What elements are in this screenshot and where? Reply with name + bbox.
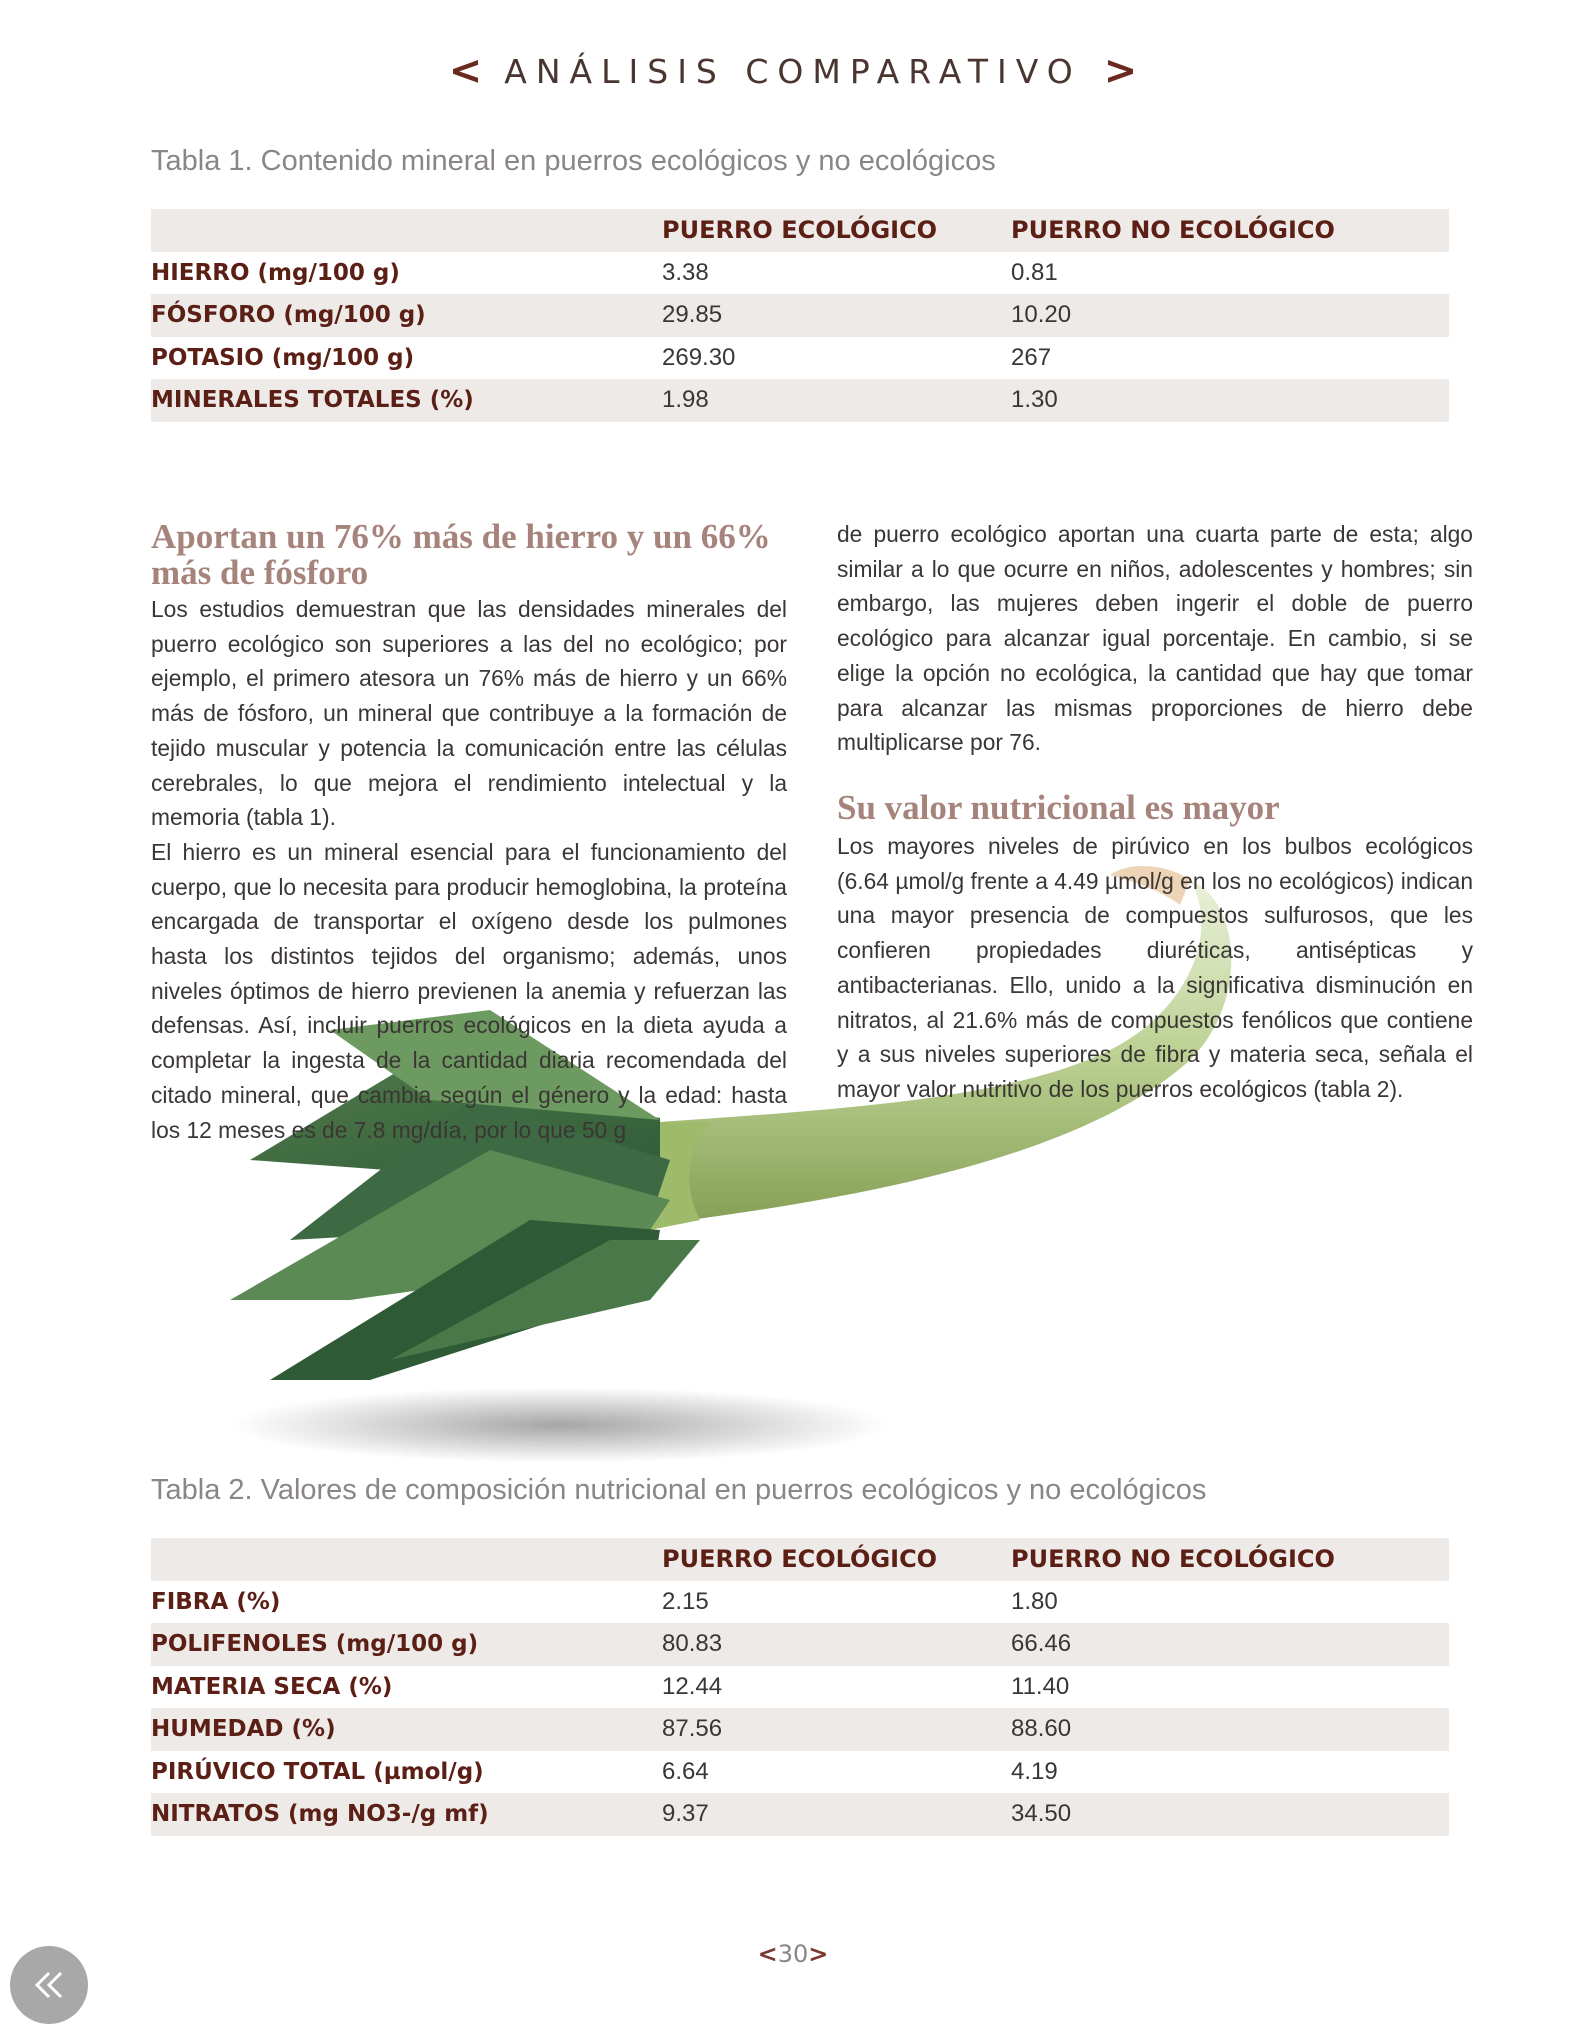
page-number <box>0 1940 1586 1968</box>
table1 <box>151 209 1449 422</box>
noeco-value: 1.30 <box>1011 379 1449 422</box>
eco-value: 269.30 <box>662 343 736 371</box>
table-row <box>151 1581 1449 1624</box>
table-row <box>151 1751 1449 1794</box>
noeco-value: 66.46 <box>1011 1623 1449 1666</box>
noeco-value: 4.19 <box>1011 1757 1058 1785</box>
table-header-cell <box>151 1538 662 1581</box>
table-row <box>151 1623 1449 1666</box>
table-header-cell <box>151 209 662 252</box>
table-header-cell: PUERRO ECOLÓGICO <box>662 1538 1011 1581</box>
noeco-value: 267 <box>1011 343 1052 371</box>
table-row <box>151 379 1449 422</box>
row-label: PIRÚVICO TOTAL (µmol/g) <box>151 1758 484 1785</box>
paragraph: Los mayores niveles de pirúvico en los bulbos ecológicos (6.64 µmol/g frente a 4.49 µmol/g en los no ecológicos) indican una mayor presencia de compuestos sulfurosos, que les confieren propiedades diuréticas, antisépticas y antibacterianas. Ello, unido a la significativa disminución en nitratos, al 21.6% más de compuestos fenólicos que contiene y a sus niveles superiores de fibra y materia seca, señala el mayor valor nutritivo de los puerros ecológicos (tabla 2). <box>837 833 1473 1102</box>
row-label: POTASIO (mg/100 g) <box>151 344 415 371</box>
heading-iron: Aportan un 76% más de hierro y un 66% más de fósforo <box>151 517 771 592</box>
right-column-text <box>837 517 1473 760</box>
section-title: ANÁLISIS COMPARATIVO <box>504 51 1082 91</box>
table-row <box>151 337 1449 380</box>
double-chevron-left-icon <box>29 1965 69 2005</box>
paragraph: Los estudios demuestran que las densidades minerales del puerro ecológico son superiores a las del no ecológico; por ejemplo, el primero atesora un 76% más de hierro y un 66% más de fósforo, un mineral que contribuye a la formación de tejido muscular y potencia la comunicación entre las células cerebrales, lo que mejora el rendimiento intelectual y la memoria (tabla 1). <box>151 596 787 831</box>
noeco-value: 1.80 <box>1011 1587 1058 1615</box>
paragraph: El hierro es un mineral esencial para el funcionamiento del cuerpo, que lo necesita para producir hemoglobina, la proteína encargada de transportar el oxígeno desde los pulmones hasta los distintos tejidos del organismo; además, unos niveles óptimos de hierro previenen la anemia y refuerzan las defensas. Así, incluir puerros ecológicos en la dieta ayuda a completar la ingesta de la cantidad diaria recomendada del citado mineral, que cambia según el género y la edad: hasta los 12 meses es de 7.8 mg/día, por lo que 50 g <box>151 838 787 1143</box>
table-header-row <box>151 1538 1449 1581</box>
back-button[interactable] <box>10 1946 88 2024</box>
noeco-value: 11.40 <box>1011 1672 1070 1700</box>
chevron-left-icon: < <box>757 1940 778 1968</box>
eco-value: 6.64 <box>662 1757 709 1785</box>
row-label: NITRATOS (mg NO3-/g mf) <box>151 1793 662 1836</box>
noeco-value: 0.81 <box>1011 258 1058 286</box>
eco-value: 12.44 <box>662 1672 723 1700</box>
row-label: HUMEDAD (%) <box>151 1708 662 1751</box>
table1-caption: Tabla 1. Contenido mineral en puerros ecológicos y no ecológicos <box>151 145 996 177</box>
page-number-value: 30 <box>777 1940 809 1968</box>
eco-value: 87.56 <box>662 1708 1011 1751</box>
table-row <box>151 1666 1449 1709</box>
table-header-cell: PUERRO NO ECOLÓGICO <box>1011 209 1449 252</box>
table-header-row <box>151 209 1449 252</box>
noeco-value: 34.50 <box>1011 1793 1449 1836</box>
chevron-left-icon: < <box>448 48 483 94</box>
eco-value: 80.83 <box>662 1623 1011 1666</box>
table-row <box>151 252 1449 295</box>
left-column-text <box>151 592 787 1147</box>
eco-value: 29.85 <box>662 294 1011 337</box>
row-label: POLIFENOLES (mg/100 g) <box>151 1623 662 1666</box>
row-label: MATERIA SECA (%) <box>151 1673 393 1700</box>
paragraph: de puerro ecológico aportan una cuarta parte de esta; algo similar a lo que ocurre en niños, adolescentes y hombres; sin embargo, las mujeres deben ingerir el doble de puerro ecológico para alcanzar igual porcentaje. En cambio, si se elige la opción no ecológica, la cantidad que hay que tomar para alcanzar las mismas proporciones de hierro debe multiplicarse por 76. <box>837 521 1473 756</box>
table2-caption: Tabla 2. Valores de composición nutricional en puerros ecológicos y no ecológicos <box>151 1474 1207 1506</box>
eco-value: 1.98 <box>662 379 1011 422</box>
chevron-right-icon: > <box>1103 48 1138 94</box>
noeco-value: 88.60 <box>1011 1708 1449 1751</box>
eco-value: 2.15 <box>662 1587 709 1615</box>
row-label: HIERRO (mg/100 g) <box>151 259 400 286</box>
table-row <box>151 294 1449 337</box>
table2 <box>151 1538 1449 1836</box>
chevron-right-icon: > <box>808 1940 829 1968</box>
eco-value: 3.38 <box>662 258 709 286</box>
row-label: MINERALES TOTALES (%) <box>151 379 662 422</box>
table-row <box>151 1708 1449 1751</box>
table-header-cell: PUERRO ECOLÓGICO <box>662 209 1011 252</box>
row-label: FÓSFORO (mg/100 g) <box>151 294 662 337</box>
page-header <box>0 46 1586 96</box>
row-label: FIBRA (%) <box>151 1588 281 1615</box>
heading-nutritional: Su valor nutricional es mayor <box>837 788 1280 827</box>
table-row <box>151 1793 1449 1836</box>
eco-value: 9.37 <box>662 1793 1011 1836</box>
table-header-cell: PUERRO NO ECOLÓGICO <box>1011 1538 1449 1581</box>
noeco-value: 10.20 <box>1011 294 1449 337</box>
right-column-text-2 <box>837 829 1473 1107</box>
